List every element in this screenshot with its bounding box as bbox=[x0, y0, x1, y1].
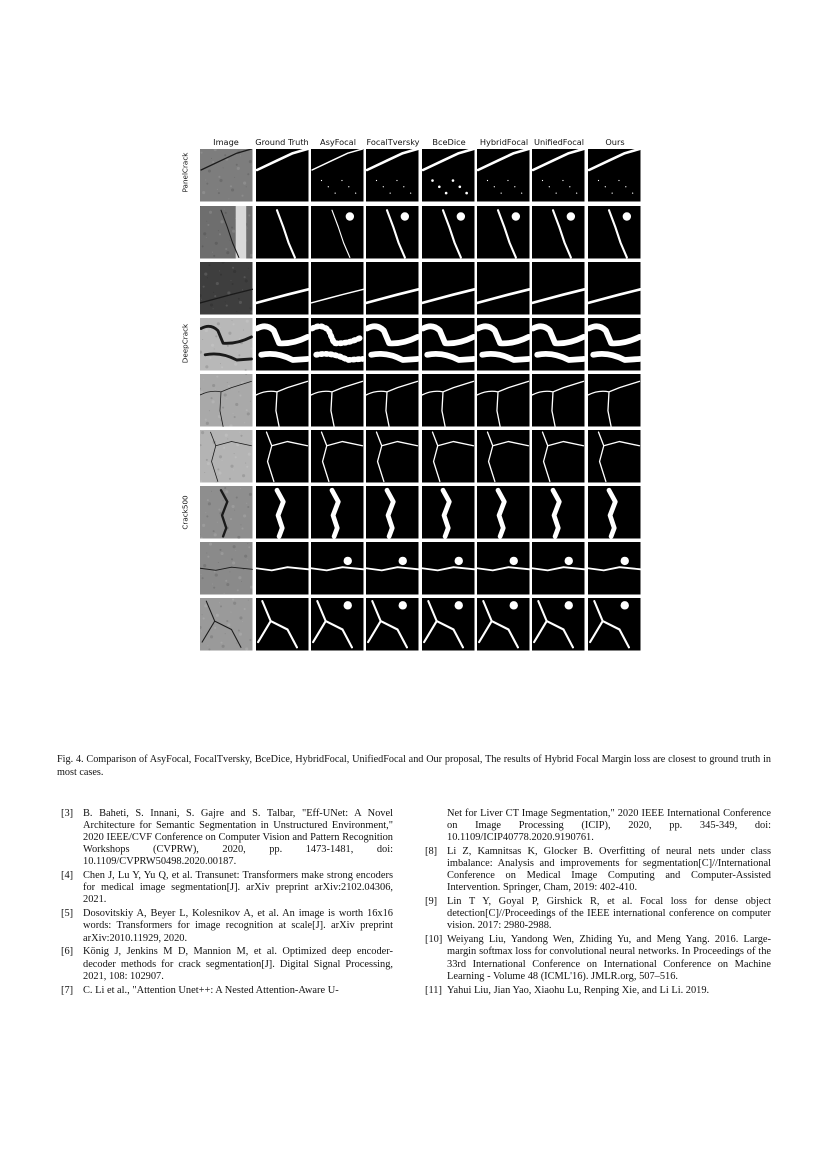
segmentation-mask-tile bbox=[366, 598, 419, 651]
segmentation-mask-tile bbox=[422, 149, 475, 202]
segmentation-mask-tile bbox=[311, 430, 364, 483]
segmentation-mask-tile bbox=[256, 430, 309, 483]
segmentation-mask-tile bbox=[477, 318, 530, 371]
input-photo-tile bbox=[200, 262, 253, 315]
reference-text: Dosovitskiy A, Beyer L, Kolesnikov A, et al. An image is worth 16x16 words: Transformers for image recognition at scale[J]. arXiv preprint arXiv:2010.11929, 2020. bbox=[83, 908, 393, 944]
col-header-asyfocal: AsyFocal bbox=[320, 137, 356, 147]
segmentation-mask-tile bbox=[256, 149, 309, 202]
segmentation-mask-tile bbox=[422, 206, 475, 259]
segmentation-mask-tile bbox=[366, 542, 419, 595]
segmentation-mask-tile bbox=[256, 542, 309, 595]
segmentation-mask-tile bbox=[588, 542, 641, 595]
reference-text: Lin T Y, Goyal P, Girshick R, et al. Focal loss for dense object detection[C]//Proceedings of the IEEE international conference on computer vision. 2017: 2980-2988. bbox=[447, 896, 771, 932]
references-right-column bbox=[425, 808, 771, 998]
segmentation-mask-tile bbox=[311, 149, 364, 202]
reference-text: Li Z, Kamnitsas K, Glocker B. Overfitting of neural nets under class imbalance: Analysis and improvements for segmentation[C]//International Conference on Medical Image Computing and Computer-Assisted Intervention. Springer, Cham, 2019: 402-410. bbox=[447, 846, 771, 894]
reference-item bbox=[61, 985, 393, 997]
reference-item bbox=[425, 846, 771, 894]
reference-continuation: Net for Liver CT Image Segmentation," 2020 IEEE International Conference on Image Processing (ICIP), 2020, pp. 345-349, doi: 10.1109/ICIP40778.2020.9190761. bbox=[447, 808, 771, 844]
segmentation-mask-tile bbox=[311, 262, 364, 315]
col-header-ours: Ours bbox=[605, 137, 625, 147]
segmentation-mask-tile bbox=[256, 318, 309, 371]
input-photo-tile bbox=[200, 598, 253, 651]
segmentation-mask-tile bbox=[532, 262, 585, 315]
col-header-focaltversky: FocalTversky bbox=[366, 137, 420, 147]
segmentation-mask-tile bbox=[532, 374, 585, 427]
segmentation-mask-tile bbox=[311, 598, 364, 651]
reference-number: [4] bbox=[61, 870, 74, 882]
reference-number: [9] bbox=[425, 896, 438, 908]
reference-item bbox=[61, 870, 393, 906]
segmentation-mask-tile bbox=[366, 486, 419, 539]
reference-number: [5] bbox=[61, 908, 74, 920]
segmentation-mask-tile bbox=[422, 598, 475, 651]
reference-number: [11] bbox=[425, 984, 442, 996]
segmentation-mask-tile bbox=[256, 486, 309, 539]
reference-item bbox=[425, 896, 771, 932]
reference-text: Chen J, Lu Y, Yu Q, et al. Transunet: Transformers make strong encoders for medical image segmentation[J]. arXiv preprint arXiv:2102.04306, 2021. bbox=[83, 870, 393, 906]
segmentation-mask-tile bbox=[422, 430, 475, 483]
segmentation-mask-tile bbox=[366, 430, 419, 483]
reference-item bbox=[61, 946, 393, 982]
figure-caption: Fig. 4. Comparison of AsyFocal, FocalTversky, BceDice, HybridFocal, UnifiedFocal and Our proposal, The results of Hybrid Focal Margin loss are closest to ground truth in most cases. bbox=[57, 754, 771, 778]
references-left-column bbox=[61, 808, 393, 998]
col-header-bcedice: BceDice bbox=[432, 137, 466, 147]
col-header-unifiedfocal: UnifiedFocal bbox=[533, 137, 585, 147]
segmentation-mask-tile bbox=[477, 374, 530, 427]
segmentation-mask-tile bbox=[366, 149, 419, 202]
segmentation-mask-tile bbox=[532, 149, 585, 202]
segmentation-mask-tile bbox=[366, 206, 419, 259]
input-photo-tile bbox=[200, 430, 253, 483]
segmentation-mask-tile bbox=[311, 206, 364, 259]
input-photo-tile bbox=[200, 374, 253, 427]
reference-number: [3] bbox=[61, 808, 74, 819]
col-header-image: Image bbox=[213, 137, 239, 147]
reference-item bbox=[425, 985, 771, 997]
reference-text: Yahui Liu, Jian Yao, Xiaohu Lu, Renping Xie, and Li Li. 2019. bbox=[447, 984, 710, 996]
segmentation-mask-tile bbox=[532, 542, 585, 595]
row-label-crack500: Crack500 bbox=[180, 495, 190, 530]
reference-number: [6] bbox=[61, 946, 74, 958]
segmentation-mask-tile bbox=[256, 206, 309, 259]
segmentation-mask-tile bbox=[256, 262, 309, 315]
reference-number: [8] bbox=[425, 846, 438, 858]
segmentation-mask-tile bbox=[532, 598, 585, 651]
segmentation-mask-tile bbox=[588, 262, 641, 315]
input-photo-tile bbox=[200, 318, 253, 371]
reference-number: [7] bbox=[61, 984, 74, 996]
segmentation-mask-tile bbox=[311, 318, 364, 371]
segmentation-mask-tile bbox=[477, 206, 530, 259]
segmentation-mask-tile bbox=[422, 262, 475, 315]
reference-item bbox=[61, 908, 393, 944]
segmentation-mask-tile bbox=[532, 486, 585, 539]
segmentation-mask-tile bbox=[366, 374, 419, 427]
segmentation-mask-tile bbox=[477, 598, 530, 651]
segmentation-mask-tile bbox=[588, 598, 641, 651]
segmentation-mask-tile bbox=[477, 430, 530, 483]
input-photo-tile bbox=[200, 542, 253, 595]
segmentation-mask-tile bbox=[477, 542, 530, 595]
segmentation-mask-tile bbox=[366, 318, 419, 371]
segmentation-mask-tile bbox=[588, 318, 641, 371]
segmentation-mask-tile bbox=[477, 486, 530, 539]
reference-text: C. Li et al., "Attention Unet++: A Nested Attention-Aware U- bbox=[83, 984, 339, 996]
input-photo-tile bbox=[200, 149, 253, 202]
segmentation-mask-tile bbox=[422, 318, 475, 371]
segmentation-mask-tile bbox=[532, 206, 585, 259]
segmentation-mask-tile bbox=[588, 430, 641, 483]
segmentation-mask-tile bbox=[256, 374, 309, 427]
segmentation-mask-tile bbox=[311, 542, 364, 595]
segmentation-mask-tile bbox=[311, 486, 364, 539]
reference-item bbox=[425, 934, 771, 982]
input-photo-tile bbox=[200, 206, 253, 259]
col-header-ground-truth: Ground Truth bbox=[255, 137, 309, 147]
segmentation-mask-tile bbox=[477, 262, 530, 315]
segmentation-mask-tile bbox=[588, 149, 641, 202]
segmentation-mask-tile bbox=[532, 430, 585, 483]
reference-text: König J, Jenkins M D, Mannion M, et al. Optimized deep encoder-decoder methods for crack segmentation[J]. Digital Signal Processing, 2021, 108: 102907. bbox=[83, 946, 393, 982]
reference-item bbox=[61, 808, 393, 868]
col-header-hybridfocal: HybridFocal bbox=[479, 137, 529, 147]
segmentation-mask-tile bbox=[422, 374, 475, 427]
segmentation-mask-tile bbox=[311, 374, 364, 427]
segmentation-mask-tile bbox=[366, 262, 419, 315]
segmentation-mask-tile bbox=[588, 374, 641, 427]
reference-text: Weiyang Liu, Yandong Wen, Zhiding Yu, and Meng Yang. 2016. Large-margin softmax loss for convolutional neural networks. In Proceedings of the 33rd International Conference on International Conference on Machine Learning - Volume 48 (ICML'16). JMLR.org, 507–516. bbox=[447, 934, 771, 982]
segmentation-mask-tile bbox=[422, 486, 475, 539]
segmentation-mask-tile bbox=[256, 598, 309, 651]
row-label-panelcrack: PanelCrack bbox=[180, 152, 190, 193]
segmentation-mask-tile bbox=[588, 206, 641, 259]
segmentation-mask-tile bbox=[422, 542, 475, 595]
segmentation-mask-tile bbox=[588, 486, 641, 539]
row-label-deepcrack: DeepCrack bbox=[180, 323, 190, 364]
input-photo-tile bbox=[200, 486, 253, 539]
segmentation-mask-tile bbox=[477, 149, 530, 202]
segmentation-mask-tile bbox=[532, 318, 585, 371]
reference-text: B. Baheti, S. Innani, S. Gajre and S. Talbar, "Eff-UNet: A Novel Architecture for Semantic Segmentation in Unstructured Environment," 2020 IEEE/CVF Conference on Computer Vision and Pattern Recognition Workshops (CVPRW), 2020, pp. 1473-1481, doi: 10.1109/CVPRW50498.2020.00187. bbox=[83, 808, 393, 868]
reference-number: [10] bbox=[425, 934, 443, 946]
